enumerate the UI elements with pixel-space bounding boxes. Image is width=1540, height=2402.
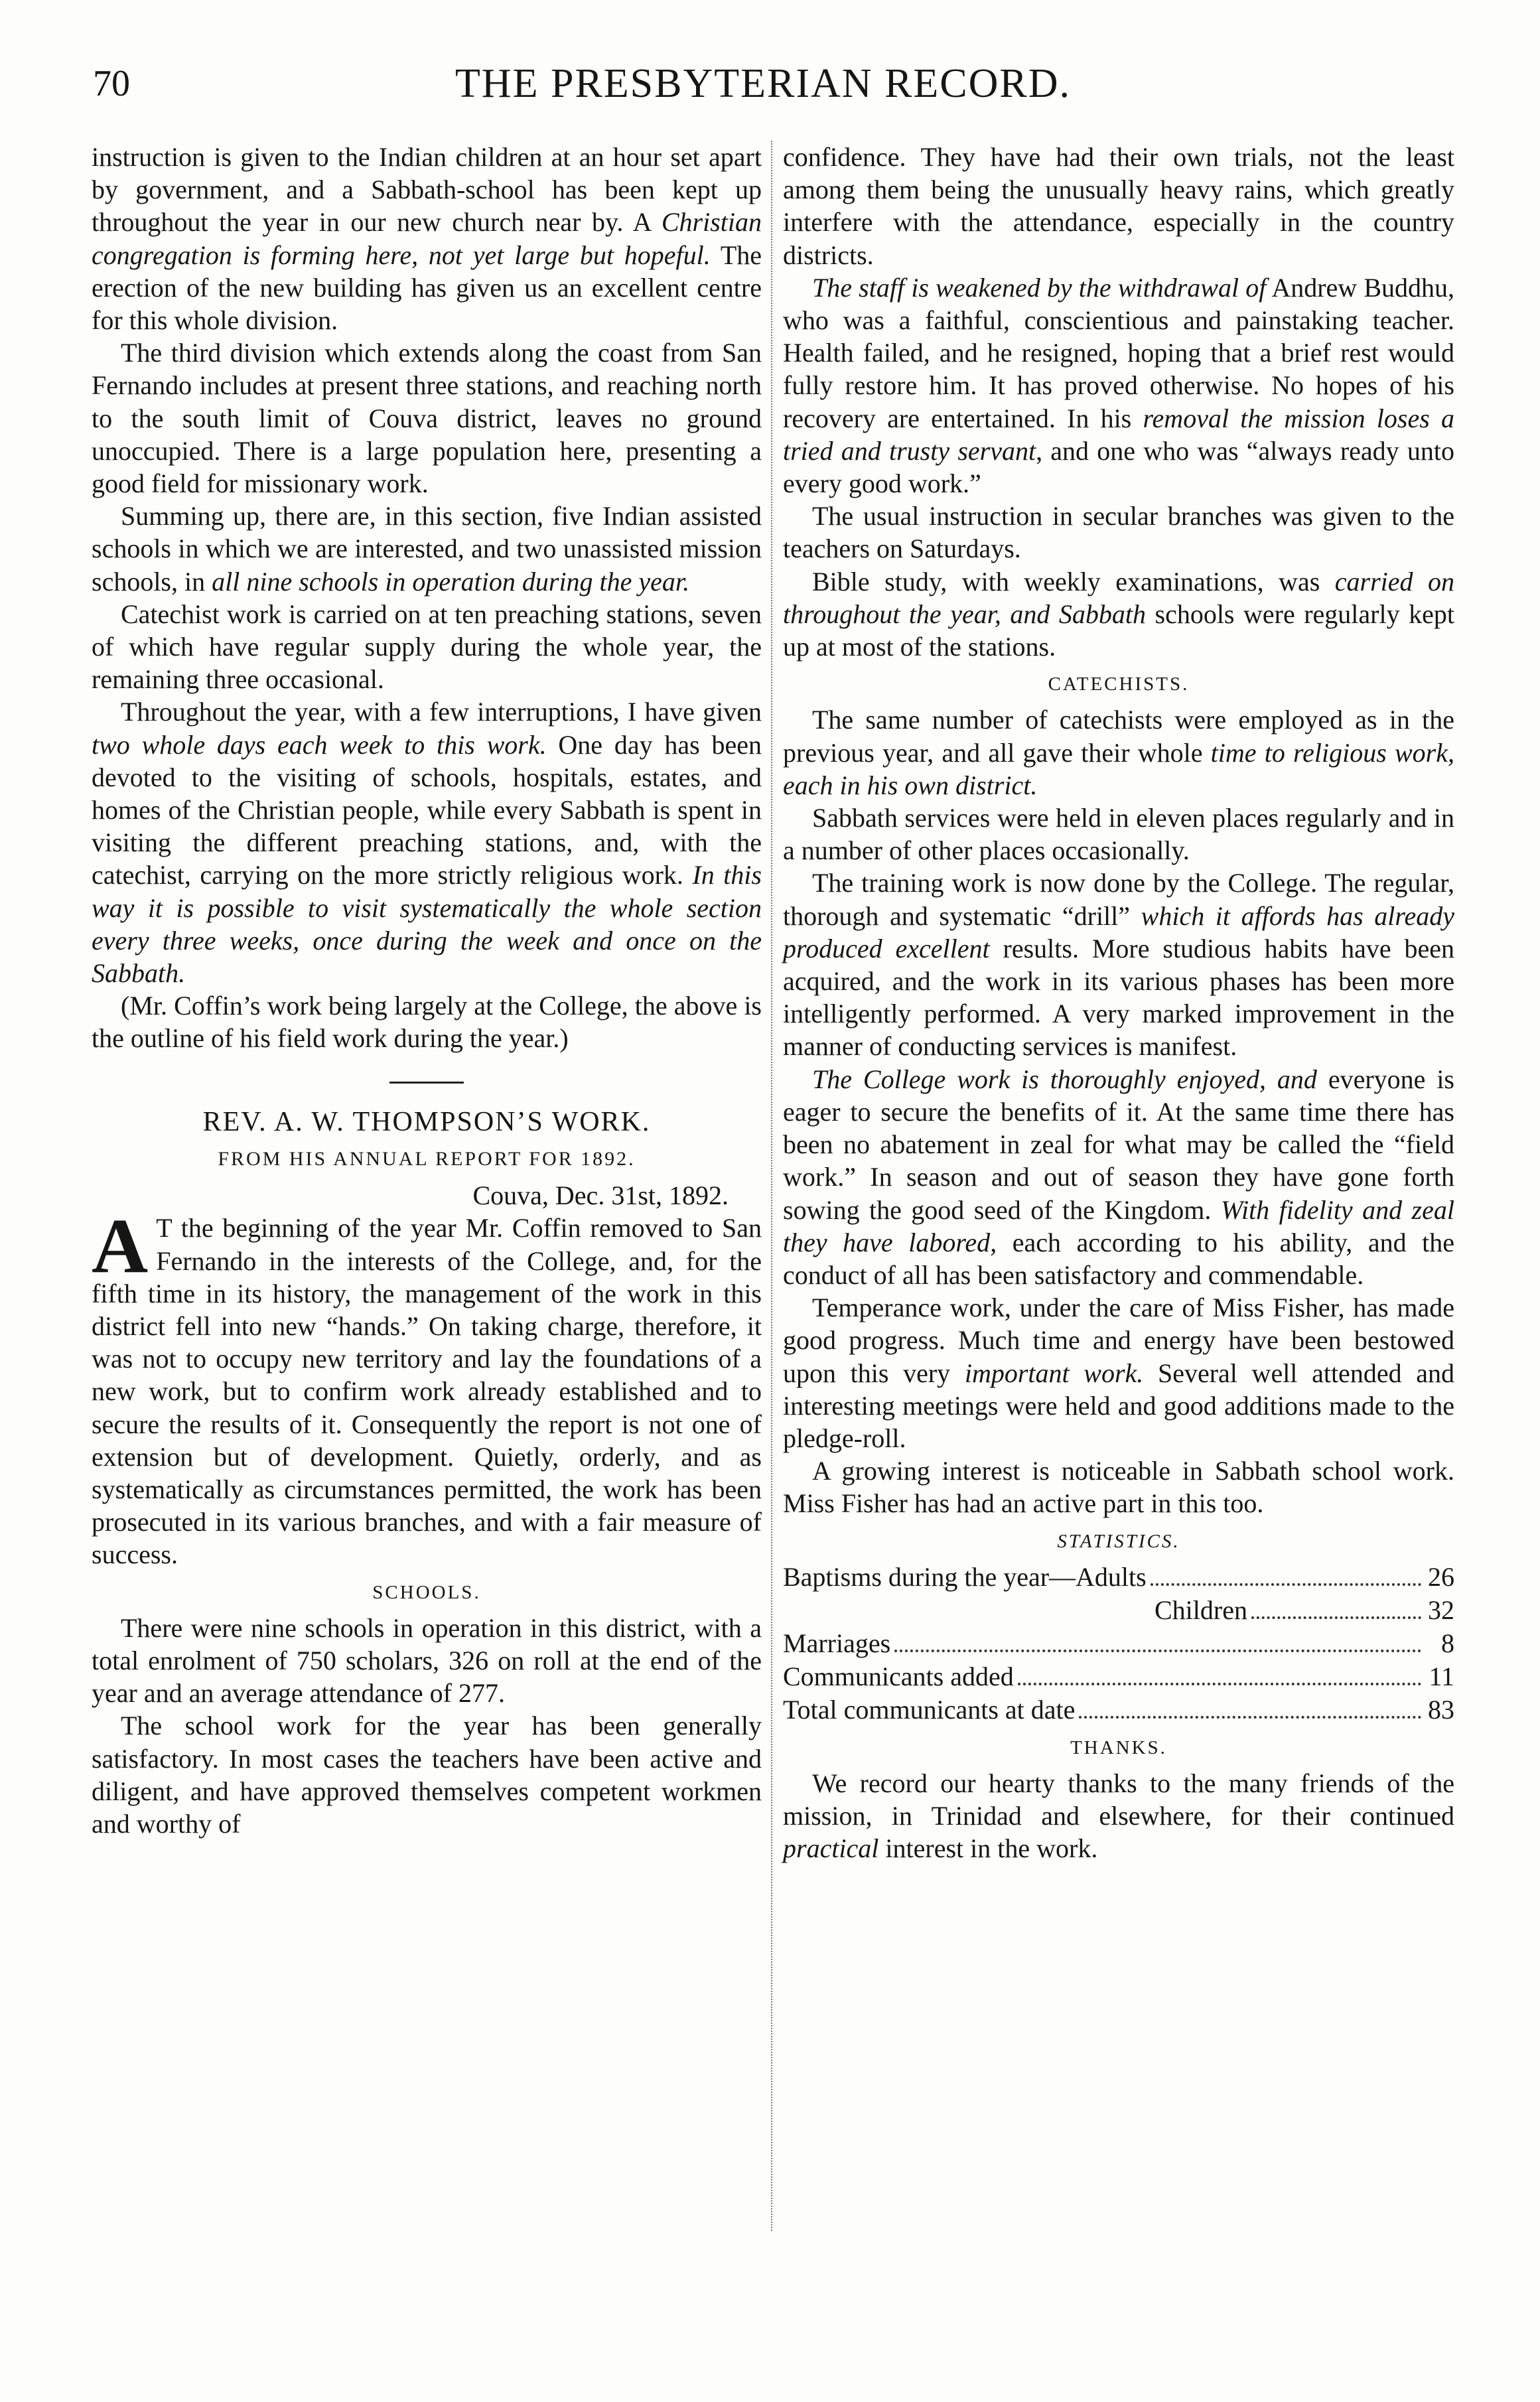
paragraph: The College work is thoroughly enjoyed, and everyone is eager to secure the benefits of it. At the same time there has been no abatement in zeal for what may be called the “field work.” In season and out of season they have gone forth sowing the good seed of the Kingdom. With fidelity and zeal they have labored, each according to his ability, and the conduct of all has been satisfactory and commendable. [783, 1064, 1455, 1290]
dot-leader [1018, 1683, 1421, 1685]
column-divider [771, 141, 772, 2231]
subhead-thanks: THANKS. [1070, 1736, 1167, 1758]
paragraph: confidence. They have had their own trials, not the least among them being the unusually heavy rains, which greatly interfere with the attendance, especially in the country districts. [783, 142, 1454, 270]
paragraph: A growing interest is noticeable in Sabbath school work. Miss Fisher has had an active part in this too. [783, 1456, 1454, 1519]
paragraph: Catechist work is carried on at ten preaching stations, seven of which have regular supply during the whole year, the remaining three occasional. [92, 599, 762, 695]
stat-value: 83 [1428, 1694, 1454, 1725]
paragraph: The third division which extends along the coast from San Fernando includes at present three stations, and reaching north to the south limit of Couva district, leaves no ground unoccupied. There is a large population here, presenting a good field for missionary work. [92, 338, 762, 499]
right-column [783, 141, 1454, 1865]
journal-title: THE PRESBYTERIAN RECORD. [455, 61, 1072, 106]
stat-label: Baptisms during the year—Adults [783, 1561, 1147, 1592]
paragraph: Temperance work, under the care of Miss Fisher, has made good progress. Much time and energy have been bestowed upon this very important work. Several well attended and interesting meetings were held and good additions made to the pledge-roll. [783, 1293, 1454, 1453]
paragraph: There were nine schools in operation in this district, with a total enrolment of 750 scholars, 326 on roll at the end of the year and an average attendance of 277. [92, 1612, 762, 1709]
paragraph: The training work is now done by the College. The regular, thorough and systematic “drill” which it affords has already produced excellent results. More studious habits have been acquired, and the work in its various phases has been more intelligently performed. A very marked improvement in the manner of conducting services is manifest. [783, 868, 1455, 1062]
section-rule [389, 1082, 464, 1084]
dot-leader [1151, 1583, 1421, 1586]
paragraph: instruction is given to the Indian children at an hour set apart by government, and a Sabbath-school has been kept up throughout the year in our new church near by. A Christian congregation is forming here, not yet large but hopeful. The erection of the new building has given us an excellent centre for this whole division. [92, 142, 762, 336]
stat-label: Communicants added [783, 1661, 1014, 1691]
paragraph: Throughout the year, with a few interruptions, I have given two whole days each week to this work. One day has been devoted to the visiting of schools, hospitals, estates, and homes of the Christian people, while every Sabbath is spent in visiting the different preaching stations, and, with the catechist, carrying on the more strictly religious work. In this way it is possible to visit systematically the whole section every three weeks, once during the week and once on the Sabbath. [92, 697, 762, 989]
paragraph: (Mr. Coffin’s work being largely at the College, the above is the outline of his field work during the year.) [92, 991, 762, 1054]
stat-row [783, 1693, 1454, 1727]
paragraph: Summing up, there are, in this section, five Indian assisted schools in which we are interested, and two unassisted mission schools, in all nine schools in operation during the year. [92, 501, 762, 597]
page-header [93, 56, 1433, 111]
stat-row [783, 1627, 1454, 1660]
dot-leader [1079, 1716, 1421, 1719]
paragraph: Bible study, with weekly examinations, was carried on throughout the year, and Sabbath schools were regularly kept up at most of the stations. [783, 566, 1454, 662]
stat-row [783, 1594, 1454, 1627]
subhead-catechists: CATECHISTS. [1048, 673, 1190, 695]
section-subtitle: FROM HIS ANNUAL REPORT FOR 1892. [218, 1147, 636, 1170]
paragraph: The school work for the year has been generally satisfactory. In most cases the teachers have been active and diligent, and have approved themselves competent workmen and worthy of [92, 1711, 762, 1839]
paragraph: The usual instruction in secular branches was given to the teachers on Saturdays. [783, 501, 1454, 564]
stat-value: 32 [1428, 1594, 1454, 1625]
stat-label: Marriages [783, 1628, 891, 1658]
dot-leader [894, 1650, 1421, 1652]
drop-cap: A [92, 1202, 149, 1290]
statistics-table [783, 1561, 1454, 1727]
stat-value: 8 [1441, 1628, 1454, 1658]
stat-label: Children [1155, 1594, 1247, 1625]
section-title: REV. A. W. THOMPSON’S WORK. [202, 1106, 651, 1137]
stat-row [783, 1561, 1454, 1594]
subhead-statistics: STATISTICS. [1057, 1530, 1180, 1552]
paragraph: We record our hearty thanks to the many friends of the mission, in Trinidad and elsewhere, for their continued practical interest in the work. [783, 1768, 1454, 1864]
paragraph: The same number of catechists were employed as in the previous year, and all gave their whole time to religious work, each in his own district. [783, 705, 1454, 800]
paragraph: The staff is weakened by the withdrawal of Andrew Buddhu, who was a faithful, conscientious and painstaking teacher. Health failed, and he resigned, hoping that a brief rest would fully restore him. It has proved otherwise. No hopes of his recovery are entertained. In his removal the mission loses a tried and trusty servant, and one who was “always ready unto every good work.” [783, 272, 1455, 499]
dot-leader [1251, 1616, 1421, 1619]
stat-value: 11 [1429, 1661, 1454, 1691]
stat-label: Total communicants at date [783, 1694, 1076, 1725]
stat-value: 26 [1428, 1561, 1454, 1592]
dateline: Couva, Dec. 31st, 1892. [472, 1180, 729, 1211]
stat-row [783, 1660, 1454, 1693]
subhead-schools: SCHOOLS. [372, 1581, 481, 1603]
paragraph: A T the beginning of the year Mr. Coffin removed to San Fernando in the interests of the College, and, for the fifth time in its history, the management of the work in this district fell into new “hands.” On taking charge, therefore, it was not to occupy new territory and lay the foundations of a new work, but to confirm work already established and to secure the results of it. Consequently the report is not one of extension but of development. Quietly, orderly, and as systematically as circumstances permitted, the work has been prosecuted in its various branches, and with a fair measure of success. [92, 1202, 762, 1570]
page-number: 70 [93, 63, 130, 104]
left-column [92, 141, 762, 1840]
paragraph: Sabbath services were held in eleven places regularly and in a number of other places occasionally. [783, 803, 1454, 866]
